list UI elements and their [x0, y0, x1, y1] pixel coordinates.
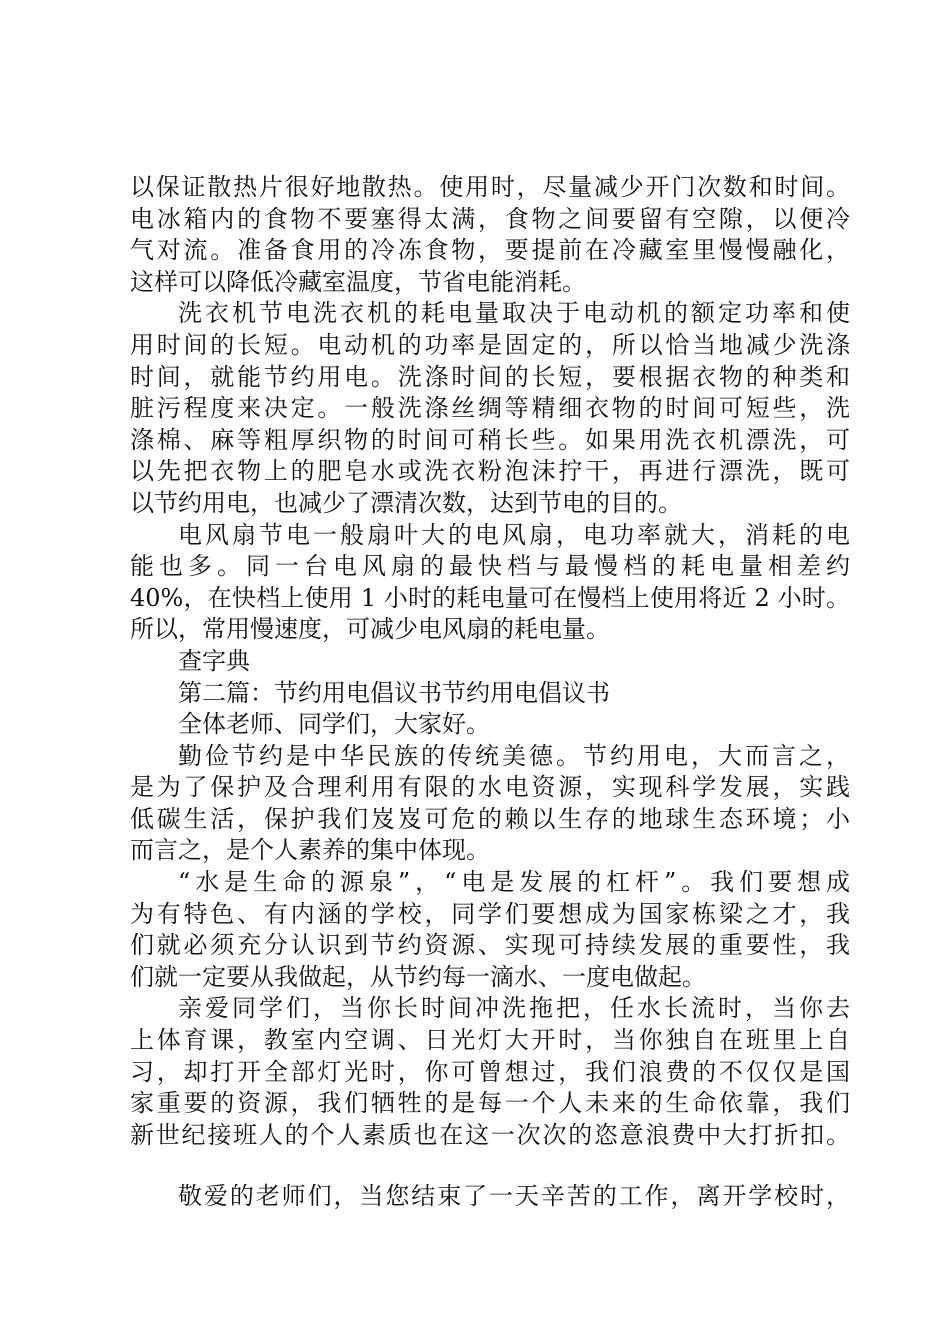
text-line: 电冰箱内的食物不要塞得太满，食物之间要留有空隙，以便冷 [130, 204, 850, 233]
paragraph-gap [130, 1151, 850, 1181]
text-line: 全体老师、同学们，大家好。 [178, 710, 490, 739]
text-line: 低碳生活，保护我们岌岌可危的赖以生存的地球生态环境；小 [130, 804, 850, 833]
text-line: 新世纪接班人的个人素质也在这一次次的恣意浪费中大打折扣。 [130, 1120, 850, 1149]
text-line: 敬爱的老师们，当您结束了一天辛苦的工作，离开学校时， [178, 1182, 850, 1211]
text-line: 这样可以降低冷藏室温度，节省电能消耗。 [130, 267, 586, 296]
text-line: 以先把衣物上的肥皂水或洗衣粉泡沫拧干，再进行漂洗，既可 [130, 457, 850, 486]
text-line: 所以，常用慢速度，可减少电风扇的耗电量。 [130, 615, 610, 644]
text-line: 们就必须充分认识到节约资源、实现可持续发展的重要性，我 [130, 931, 850, 960]
text-line: 家重要的资源，我们牺牲的是每一个人未来的生命依靠，我们 [130, 1089, 850, 1118]
text-line: “水是生命的源泉”，“电是发展的杠杆”。我们要想成 [178, 868, 850, 897]
document-body [130, 172, 850, 1213]
text-line: 以保证散热片很好地散热。使用时，尽量减少开门次数和时间。 [130, 173, 850, 201]
text-line: 查字典 [178, 646, 250, 675]
text-line: 涤棉、麻等粗厚织物的时间可稍长些。如果用洗衣机漂洗，可 [130, 425, 850, 454]
text-line: 以节约用电，也减少了漂清次数，达到节电的目的。 [130, 488, 682, 517]
text-line: 气对流。准备食用的冷冻食物，要提前在冷藏室里慢慢融化， [130, 236, 850, 265]
text-line: 脏污程度来决定。一般洗涤丝绸等精细衣物的时间可短些，洗 [130, 394, 850, 423]
text-line: 洗衣机节电洗衣机的耗电量取决于电动机的额定功率和使 [178, 299, 850, 328]
text-line: 电风扇节电一般扇叶大的电风扇，电功率就大，消耗的电 [178, 520, 850, 549]
text-line: 上体育课，教室内空调、日光灯大开时，当你独自在班里上自 [130, 1026, 850, 1055]
text-line: 为有特色、有内涵的学校，同学们要想成为国家栋梁之才，我 [130, 899, 850, 928]
text-line: 习，却打开全部灯光时，你可曾想过，我们浪费的不仅仅是国 [130, 1057, 850, 1086]
text-line: 40%，在快档上使用 1 小时的耗电量可在慢档上使用将近 2 小时。 [130, 583, 850, 612]
text-line: 是为了保护及合理利用有限的水电资源，实现科学发展，实践 [130, 773, 850, 802]
text-line: 们就一定要从我做起，从节约每一滴水、一度电做起。 [130, 962, 706, 991]
text-line: 能也多。同一台电风扇的最快档与最慢档的耗电量相差约 [130, 552, 850, 581]
text-line: 亲爱同学们，当你长时间冲洗拖把，任水长流时，当你去 [178, 994, 850, 1023]
text-line: 勤俭节约是中华民族的传统美德。节约用电，大而言之， [178, 741, 850, 770]
section-heading: 第二篇：节约用电倡议书节约用电倡议书 [178, 678, 610, 707]
text-line: 时间，就能节约用电。洗涤时间的长短，要根据衣物的种类和 [130, 362, 850, 391]
text-line: 而言之，是个人素养的集中体现。 [130, 836, 490, 865]
text-line: 用时间的长短。电动机的功率是固定的，所以恰当地减少洗涤 [130, 330, 850, 359]
